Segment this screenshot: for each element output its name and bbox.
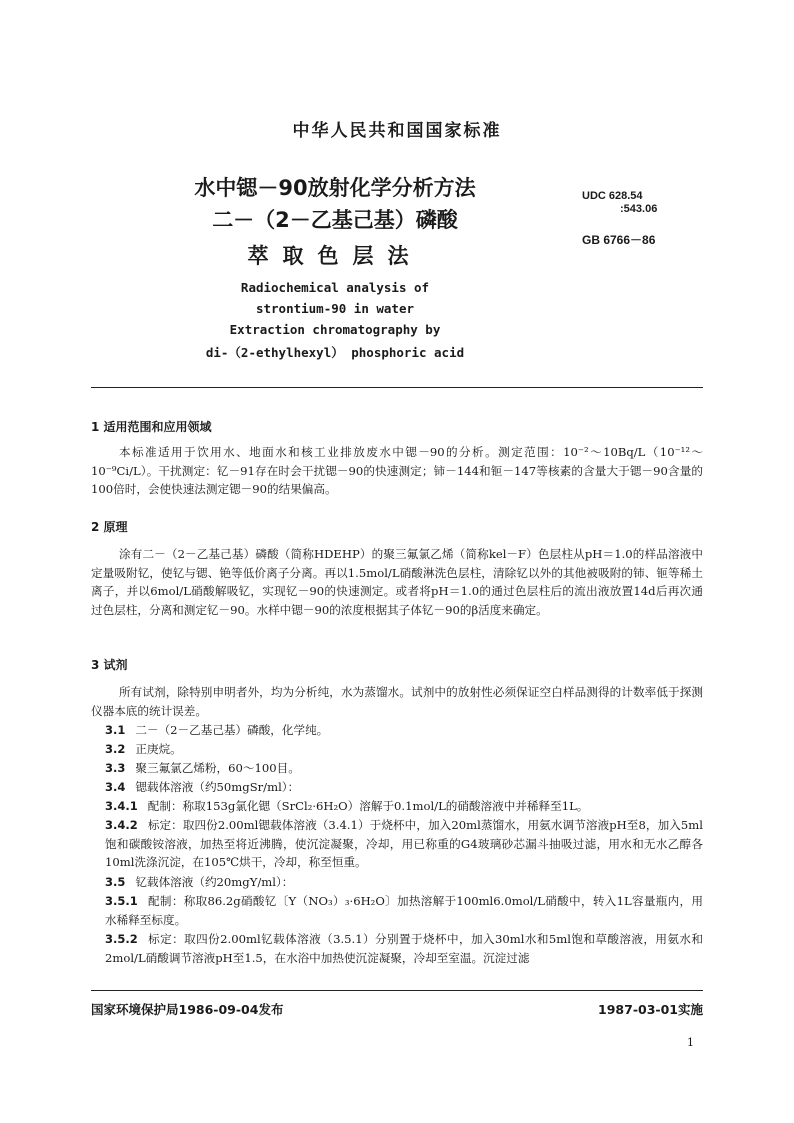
effective-date: 1987-03-01实施: [598, 1002, 703, 1017]
reagent-text: 配制：称取86.2g硝酸钇〔Y（NO₃）₃·6H₂O〕加热溶解于100ml6.0mol/L硝酸中，转入1L容量瓶内，用水稀释至标度。: [105, 894, 703, 927]
reagent-item-3-2: [105, 740, 703, 759]
reagent-number: 3.1: [105, 723, 126, 737]
page-number: 1: [687, 1036, 694, 1049]
section-3-intro: 所有试剂，除特别申明者外，均为分析纯，水为蒸馏水。试剂中的放射性必须保证空白样品测得的计数率低于探测仪器本底的统计误差。: [91, 685, 703, 718]
header-divider: [91, 387, 703, 388]
reagent-text: 二－（2－乙基己基）磷酸，化学纯。: [135, 723, 329, 737]
gb-code: GB 6766－86: [582, 233, 656, 247]
udc-code-continued: :543.06: [620, 203, 658, 215]
reagent-number: 3.5.2: [105, 932, 138, 946]
reagent-number: 3.3: [105, 761, 126, 775]
title-zh-line-2: 二－（2－乙基己基）磷酸: [212, 208, 458, 232]
section-3-heading: 3 试剂: [91, 658, 128, 672]
title-en-line-3: Extraction chromatography by: [229, 322, 441, 337]
reagent-item-3-5-1: [105, 892, 703, 929]
reagent-text: 聚三氟氯乙烯粉，60～100目。: [135, 761, 300, 775]
reagent-number: 3.5.1: [105, 894, 138, 908]
title-en-line-1: Radiochemical analysis of: [240, 280, 430, 295]
reagent-number: 3.2: [105, 742, 126, 756]
reagent-number: 3.4.1: [105, 799, 138, 813]
title-en-line-4: di-（2-ethylhexyl） phosphoric acid: [205, 345, 465, 360]
reagent-text: 配制：称取153g氯化锶（SrCl₂·6H₂O）溶解于0.1mol/L的硝酸溶液中并稀释至1L。: [147, 799, 589, 813]
reagent-number: 3.5: [105, 875, 126, 889]
reagent-item-3-3: [105, 759, 703, 778]
reagent-number: 3.4: [105, 780, 126, 794]
section-1-heading: 1 适用范围和应用领域: [91, 420, 212, 434]
title-en-line-2: strontium-90 in water: [255, 301, 415, 316]
section-2-text: 涂有二－（2－乙基己基）磷酸（简称HDEHP）的聚三氟氯乙烯（简称kel－F）色层柱从pH＝1.0的样品溶液中定量吸附钇，使钇与锶、铯等低价离子分离。再以1.5mol/L硝酸淋洗色层柱，清除钇以外的其他被吸附的铈、钷等稀土离子，并以6mol/L硝酸解吸钇，实现钇－90的快速测定。或者将pH＝1.0的通过色层柱后的流出液放置14d后再次通过色层柱，分离和测定钇－90。水样中锶－90的浓度根据其子体钇－90的β活度来确定。: [91, 547, 703, 617]
reagent-text: 标定：取四份2.00ml钇载体溶液（3.5.1）分别置于烧杯中，加入30ml水和5ml饱和草酸溶液，用氨水和2mol/L硝酸调节溶液pH至1.5，在水浴中加热使沉淀凝聚，冷却至室温。沉淀过滤: [105, 932, 703, 965]
reagent-item-3-4-2: [105, 816, 703, 872]
section-2-heading: 2 原理: [91, 520, 128, 534]
reagent-text: 正庚烷。: [135, 742, 182, 756]
footer-divider: [91, 990, 703, 991]
reagent-number: 3.4.2: [105, 818, 138, 832]
reagent-text: 钇载体溶液（约20mgY/ml）：: [135, 875, 294, 889]
reagent-item-3-4: [105, 778, 703, 797]
udc-code: UDC 628.54: [582, 190, 643, 202]
issue-date: 国家环境保护局1986-09-04发布: [91, 1002, 284, 1017]
reagent-item-3-1: [105, 721, 703, 740]
title-zh-line-1: 水中锶－90放射化学分析方法: [194, 176, 476, 200]
reagent-item-3-5: [105, 873, 703, 892]
title-zh-line-3: 萃取色层法: [247, 244, 423, 268]
reagent-item-3-4-1: [105, 797, 703, 816]
reagent-text: 标定：取四份2.00ml锶载体溶液（3.4.1）于烧杯中，加入20ml蒸馏水，用氨水调节溶液pH至8，加入5ml饱和碳酸铵溶液，加热至将近沸腾，使沉淀凝聚，冷却，用已称重的G4玻璃砂芯漏斗抽吸过滤，用水和无水乙醇各10ml洗涤沉淀，在105℃烘干，冷却，称至恒重。: [105, 818, 703, 869]
standard-org: 中华人民共和国国家标准: [292, 121, 502, 141]
reagent-item-3-5-2: [105, 930, 703, 967]
section-1-text: 本标准适用于饮用水、地面水和核工业排放废水中锶－90的分析。测定范围：10⁻²～10Bq/L（10⁻¹²～10⁻⁹Ci/L）。干扰测定：钇－91存在时会干扰锶－90的快速测定；铈－144和钷－147等核素的含量大于锶－90含量的100倍时，会使快速法测定锶－90的结果偏高。: [91, 445, 703, 496]
reagent-text: 锶载体溶液（约50mgSr/ml）：: [135, 780, 300, 794]
